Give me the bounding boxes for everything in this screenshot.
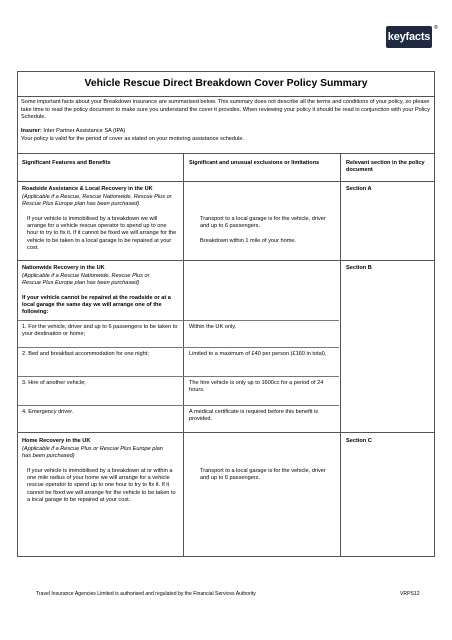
insurer-block (21, 128, 431, 143)
row-divider (18, 347, 339, 348)
registered-mark: ® (434, 25, 438, 31)
nationwide-section: Section B (346, 265, 372, 271)
home-exclusion-transport: Transport to a local garage is for the vehicle, driver and up to 6 passengers. (200, 468, 326, 482)
roadside-exclusion-transport: Transport to a local garage is for the vehicle, driver and up to 6 passengers. (200, 216, 326, 230)
column-divider (340, 154, 341, 556)
logo-text: keyfacts (387, 31, 431, 43)
nationwide-limit-2: Limited to a maximum of £40 per person (£160 in total). (189, 351, 327, 357)
page-title: Vehicle Rescue Direct Breakdown Cover Policy Summary (84, 78, 368, 89)
row-divider (18, 320, 339, 321)
column-divider (183, 154, 184, 556)
roadside-exclusion-home: Breakdown within 1 mile of your home. (200, 238, 297, 244)
nationwide-limit-4: A medical certificate is required before this benefit is provided. (189, 409, 319, 423)
summary-box (17, 71, 435, 154)
header-exclusions: Significant and unusual exclusions or limitations (189, 160, 320, 166)
nationwide-limit-3: The hire vehicle is only up to 1600cc for a period of 24 hours. (189, 380, 324, 394)
validity-text: Your policy is valid for the period of cover as stated on your motoring assistance schedule. (21, 135, 245, 142)
row-divider (18, 376, 339, 377)
row-divider (18, 405, 339, 406)
insurer-value: Inter Partner Assistance SA (IPA) (43, 128, 126, 134)
keyfacts-logo (386, 26, 432, 48)
nationwide-feature-2: 2. Bed and breakfast accommodation for one night; (22, 351, 149, 357)
roadside-applicability: (Applicable if a Rescue, Rescue Nationwide, Rescue Plus or Rescue Plus Europe plan has been purchased) (22, 193, 172, 207)
insurer-label: Insurer: (21, 128, 42, 134)
header-section: Relevant section in the policy document (346, 160, 425, 174)
home-applicability: (Applicable if a Rescue Plus or Rescue Plus Europe plan has been purchased) (22, 445, 163, 459)
document-code: VRPS12 (400, 591, 420, 597)
roadside-title: Roadside Assistance & Local Recovery in the UK (22, 186, 153, 192)
footer-text: Travel Insurance Agencies Limited is authorised and regulated by the Financial Services Authority (36, 591, 256, 597)
nationwide-feature-1: 1. For the vehicle, driver and up to 6 passengers to be taken to your destination or home; (22, 324, 178, 338)
nationwide-feature-4: 4. Emergency driver. (22, 409, 74, 415)
home-title: Home Recovery in the UK (22, 438, 91, 444)
row-divider (18, 432, 434, 433)
title-divider (18, 96, 434, 97)
policy-table (17, 153, 435, 557)
nationwide-feature-3: 3. Hire of another vehicle; (22, 380, 86, 386)
nationwide-applicability: (Applicable if a Rescue Nationwide, Rescue Plus or Rescue Plus Europe plan has been purchased) (22, 272, 150, 286)
intro-paragraph: Some important facts about your Breakdown insurance are summarised below. This summary does not describe all the terms and conditions of your policy, so please take time to read the policy document to make sure you understand the cover it provides. When reviewing your policy it should be read in conjunction with your Policy Schedule. (21, 99, 430, 121)
roadside-body: If your vehicle is immobilised by a breakdown we will arrange for a vehicle rescue operator to spend up to one hour to try to fix it. If it cannot be fixed we will arrange for the vehicle to be taken to a local garage to be repaired at your cost. (27, 216, 177, 251)
nationwide-limit-1: Within the UK only. (189, 324, 237, 330)
header-features: Significant Features and Benefits (22, 160, 111, 166)
row-divider (18, 260, 434, 261)
roadside-section: Section A (346, 186, 372, 192)
nationwide-title: Nationwide Recovery in the UK (22, 265, 105, 271)
row-divider (18, 181, 434, 182)
home-section: Section C (346, 438, 372, 444)
nationwide-lead: If your vehicle cannot be repaired at the roadside or at a local garage the same day we will arrange one of the following: (22, 295, 171, 316)
home-body: If your vehicle is immobilised by a breakdown at or within a one mile radius of your home we will arrange for a vehicle rescue operator to spend up to one hour to try to fix it. If it cannot be fixed we will arrange for the vehicle to be taken to a local garage to be repaired at your cost. (27, 468, 176, 503)
